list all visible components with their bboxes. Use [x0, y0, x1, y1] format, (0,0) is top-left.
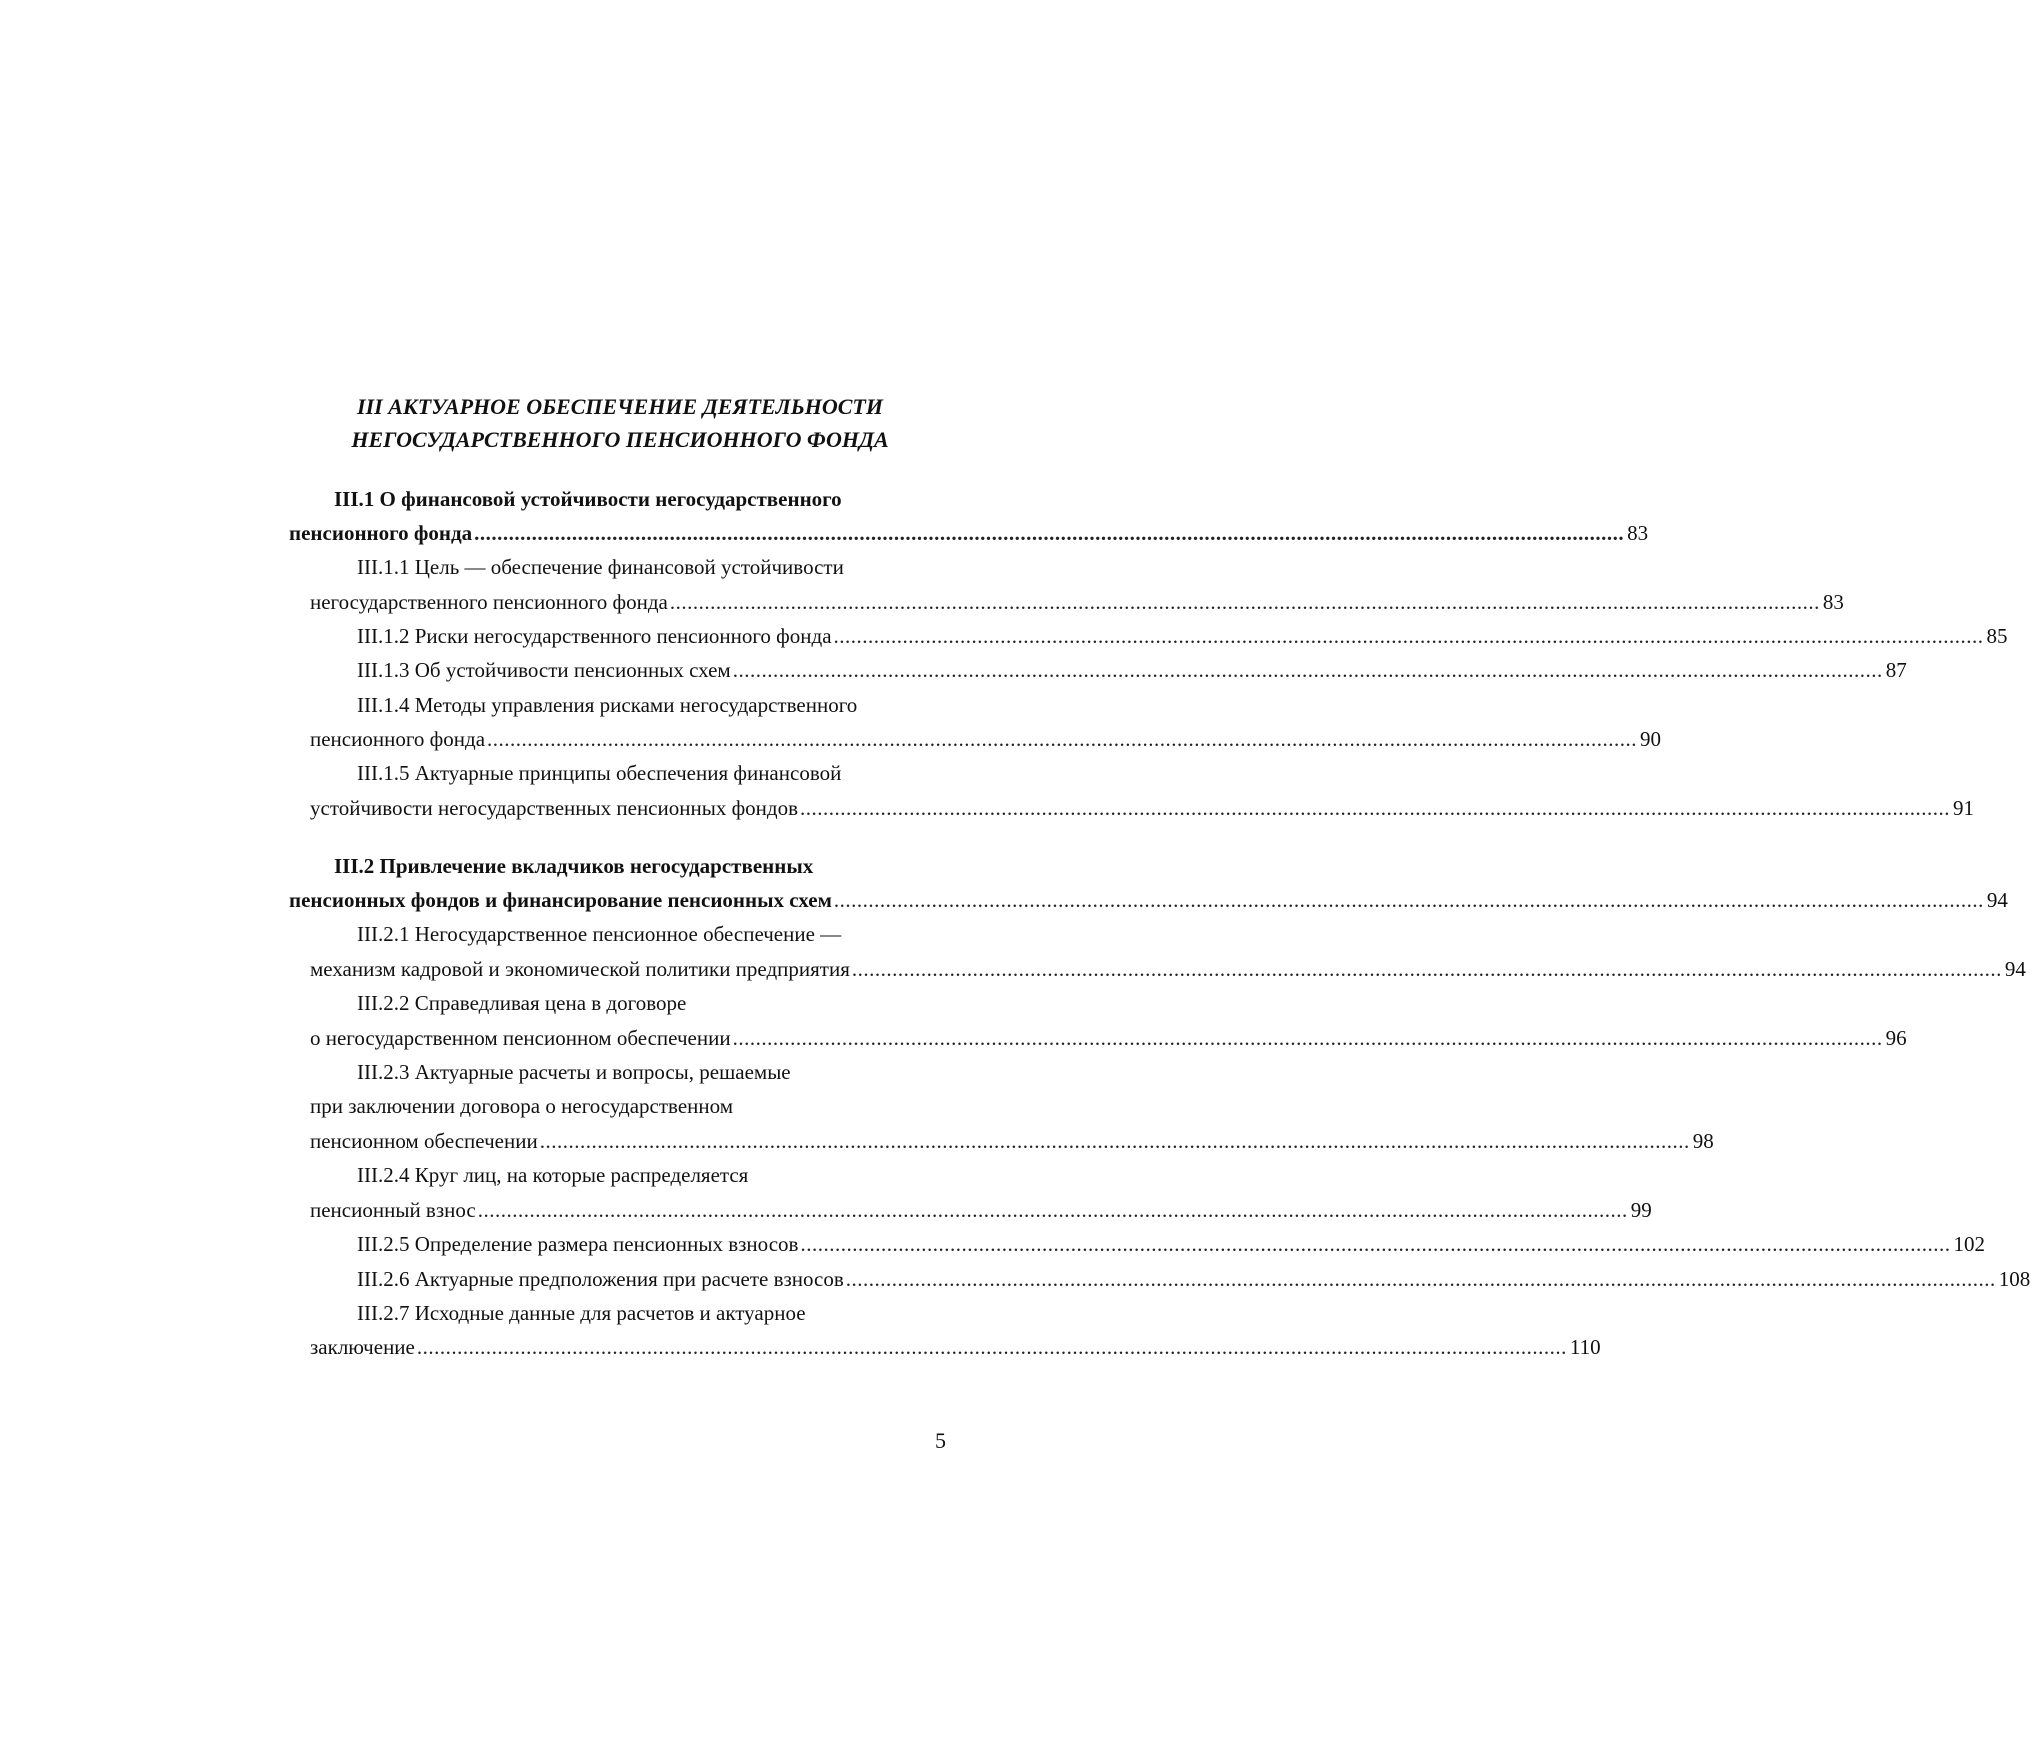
toc-item-2-6-line-1: III.2.6 Актуарные предположения при расчете взносов — [357, 1267, 844, 1291]
toc-item-2-3-line-3: пенсионном обеспечении — [310, 1129, 538, 1153]
toc-item-2-2-line-1: III.2.2 Справедливая цена в договоре — [357, 991, 687, 1015]
toc-item-2-1-entry[interactable] — [310, 954, 2026, 984]
toc-item-1-1-line-1: III.1.1 Цель — обеспечение финансовой устойчивости — [357, 555, 844, 579]
leader-dots: ........................................................................................................................................................................................................ — [800, 796, 1951, 820]
toc-item-1-3-page: 87 — [1885, 658, 1907, 682]
toc-section-2-line-2: пенсионных фондов и финансирование пенсионных схем — [289, 888, 832, 912]
toc-item-2-4-entry[interactable] — [310, 1195, 1652, 1225]
toc-item-1-2-line-1: III.1.2 Риски негосударственного пенсионного фонда — [357, 624, 832, 648]
leader-dots: ........................................................................................................................................................................................................ — [732, 658, 1883, 682]
leader-dots: ........................................................................................................................................................................................................ — [487, 727, 1638, 751]
toc-item-1-2-page: 85 — [1986, 624, 2008, 648]
toc-item-1-4-entry[interactable] — [310, 724, 1662, 754]
toc-item-2-1-page: 94 — [2004, 957, 2026, 981]
toc-item-2-1-line-2: механизм кадровой и экономической политики предприятия — [310, 957, 850, 981]
toc-item-2-7-entry[interactable] — [310, 1332, 1601, 1362]
chapter-title-line-2: НЕГОСУДАРСТВЕННОГО ПЕНСИОННОГО ФОНДА — [351, 427, 889, 452]
toc-item-2-2-entry[interactable] — [310, 1023, 1907, 1053]
leader-dots: ........................................................................................................................................................................................................ — [477, 1198, 1628, 1222]
toc-section-2-line-1: III.2 Привлечение вкладчиков негосударственных — [334, 854, 814, 878]
toc-item-2-3-entry[interactable] — [310, 1126, 1714, 1156]
toc-item-1-4-page: 90 — [1640, 727, 1662, 751]
toc-item-2-5-entry[interactable] — [357, 1229, 1985, 1259]
toc-section-1-line-1: III.1 О финансовой устойчивости негосударственного — [334, 487, 842, 511]
toc-item-1-5-line-1: III.1.5 Актуарные принципы обеспечения финансовой — [357, 761, 842, 785]
toc-item-1-3-entry[interactable] — [357, 655, 1907, 685]
toc-item-1-1-entry[interactable] — [310, 587, 1844, 617]
toc-item-2-6-page: 108 — [1998, 1267, 2030, 1291]
leader-dots: ........................................................................................................................................................................................................ — [851, 957, 2002, 981]
toc-section-1-line-2: пенсионного фонда — [289, 521, 473, 545]
toc-item-1-1-page: 83 — [1822, 590, 1844, 614]
toc-item-1-1-line-2: негосударственного пенсионного фонда — [310, 590, 668, 614]
toc-item-2-7-line-1: III.2.7 Исходные данные для расчетов и актуарное — [357, 1301, 806, 1325]
toc-item-1-5-page: 91 — [1953, 796, 1975, 820]
toc-item-1-4-line-2: пенсионного фонда — [310, 727, 486, 751]
leader-dots: ........................................................................................................................................................................................................ — [845, 1267, 1996, 1291]
toc-section-1-page: 83 — [1627, 521, 1649, 545]
toc-item-2-3-page: 98 — [1692, 1129, 1714, 1153]
toc-item-1-3-line-1: III.1.3 Об устойчивости пенсионных схем — [357, 658, 731, 682]
leader-dots: ........................................................................................................................................................................................................ — [800, 1232, 1951, 1256]
toc-section-2-page: 94 — [1986, 888, 2008, 912]
toc-item-2-4-page: 99 — [1630, 1198, 1652, 1222]
leader-dots: ........................................................................................................................................................................................................ — [833, 888, 1984, 912]
toc-section-1-entry[interactable] — [289, 518, 1649, 548]
toc-item-2-2-page: 96 — [1885, 1026, 1907, 1050]
leader-dots: ........................................................................................................................................................................................................ — [539, 1129, 1690, 1153]
toc-item-1-2-entry[interactable] — [357, 621, 2008, 651]
toc-item-2-5-page: 102 — [1953, 1232, 1985, 1256]
leader-dots: ........................................................................................................................................................................................................ — [474, 521, 1625, 545]
page-number: 5 — [935, 1428, 946, 1453]
toc-section-2-entry[interactable] — [289, 885, 2008, 915]
toc-item-2-3-line-1: III.2.3 Актуарные расчеты и вопросы, решаемые — [357, 1060, 791, 1084]
toc-item-2-1-line-1: III.2.1 Негосударственное пенсионное обеспечение — — [357, 922, 842, 946]
toc-item-2-5-line-1: III.2.5 Определение размера пенсионных взносов — [357, 1232, 799, 1256]
chapter-title-line-1: III АКТУАРНОЕ ОБЕСПЕЧЕНИЕ ДЕЯТЕЛЬНОСТИ — [357, 394, 883, 419]
leader-dots: ........................................................................................................................................................................................................ — [416, 1335, 1567, 1359]
toc-item-2-7-line-2: заключение — [310, 1335, 415, 1359]
toc-item-1-5-line-2: устойчивости негосударственных пенсионных фондов — [310, 796, 799, 820]
toc-item-2-3-line-2: при заключении договора о негосударственном — [310, 1094, 734, 1118]
leader-dots: ........................................................................................................................................................................................................ — [732, 1026, 1883, 1050]
chapter-title — [280, 390, 960, 456]
toc-item-2-7-page: 110 — [1569, 1335, 1601, 1359]
leader-dots: ........................................................................................................................................................................................................ — [669, 590, 1820, 614]
toc-item-2-6-entry[interactable] — [357, 1264, 2030, 1294]
toc-item-2-2-line-2: о негосударственном пенсионном обеспечении — [310, 1026, 731, 1050]
leader-dots: ........................................................................................................................................................................................................ — [833, 624, 1984, 648]
toc-item-1-4-line-1: III.1.4 Методы управления рисками негосударственного — [357, 693, 858, 717]
toc-item-1-5-entry[interactable] — [310, 793, 1975, 823]
toc-item-2-4-line-1: III.2.4 Круг лиц, на которые распределяется — [357, 1163, 749, 1187]
toc-item-2-4-line-2: пенсионный взнос — [310, 1198, 476, 1222]
